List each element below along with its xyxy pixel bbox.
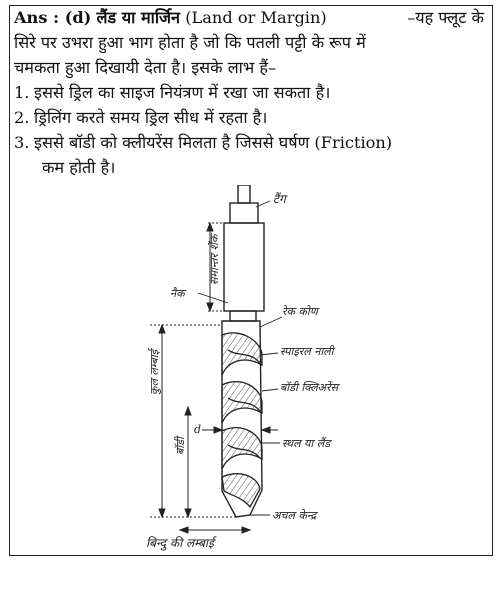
label-rake-angle: रेक कोण: [282, 305, 318, 318]
label-point-length: बिन्दु की लम्बाई: [146, 536, 214, 550]
twist-drill-diagram: [110, 185, 390, 555]
advantage-item-1: [14, 80, 484, 105]
label-overall-length: कुल लम्बाई: [148, 350, 161, 395]
advantage-item-3-cont: कम होती है।: [42, 158, 116, 177]
label-spiral-groove: स्पाइरल नाली: [280, 345, 334, 358]
label-diameter: d: [194, 423, 202, 436]
advantage-item-3: [14, 130, 484, 155]
answer-line1-rest: –यह फ्लूट के: [407, 8, 484, 27]
advantage-text: ड्रिलिंग करते समय ड्रिल सीध में रहता है।: [34, 108, 268, 127]
term-hindi: लैंड या मार्जिन: [96, 8, 181, 27]
label-land: स्थल या लैंड: [282, 437, 331, 450]
label-body-clearance: बॉडी क्लिअरेंस: [280, 381, 339, 394]
label-tang: टैंग: [273, 192, 286, 206]
advantage-number: 3.: [14, 133, 30, 152]
advantage-text: इससे बॉडी को क्लीयरेंस मिलता है जिससे घर्षण (Friction): [34, 133, 393, 152]
answer-text: [14, 5, 484, 180]
advantage-text: इससे ड्रिल का साइज नियंत्रण में रखा जा सकता है।: [34, 83, 331, 102]
label-parallel-shank: समान्तर शैंक: [208, 234, 221, 285]
advantage-item-2: [14, 105, 484, 130]
answer-line-1: [14, 5, 484, 30]
answer-line-2: सिरे पर उभरा हुआ भाग होता है जो कि पतली पट्टी के रूप में: [14, 33, 366, 52]
label-dead-center: अचल केन्द्र: [272, 509, 317, 522]
label-body: बॉडी: [174, 437, 187, 455]
label-neck: नैक: [170, 287, 185, 300]
advantage-number: 2.: [14, 108, 30, 127]
answer-prefix: Ans : (d): [14, 8, 92, 27]
answer-line-3: चमकता हुआ दिखायी देता है। इसके लाभ हैं–: [14, 58, 277, 77]
term-english: (Land or Margin): [185, 8, 327, 27]
advantage-number: 1.: [14, 83, 30, 102]
spiral-flutes: [222, 333, 262, 507]
